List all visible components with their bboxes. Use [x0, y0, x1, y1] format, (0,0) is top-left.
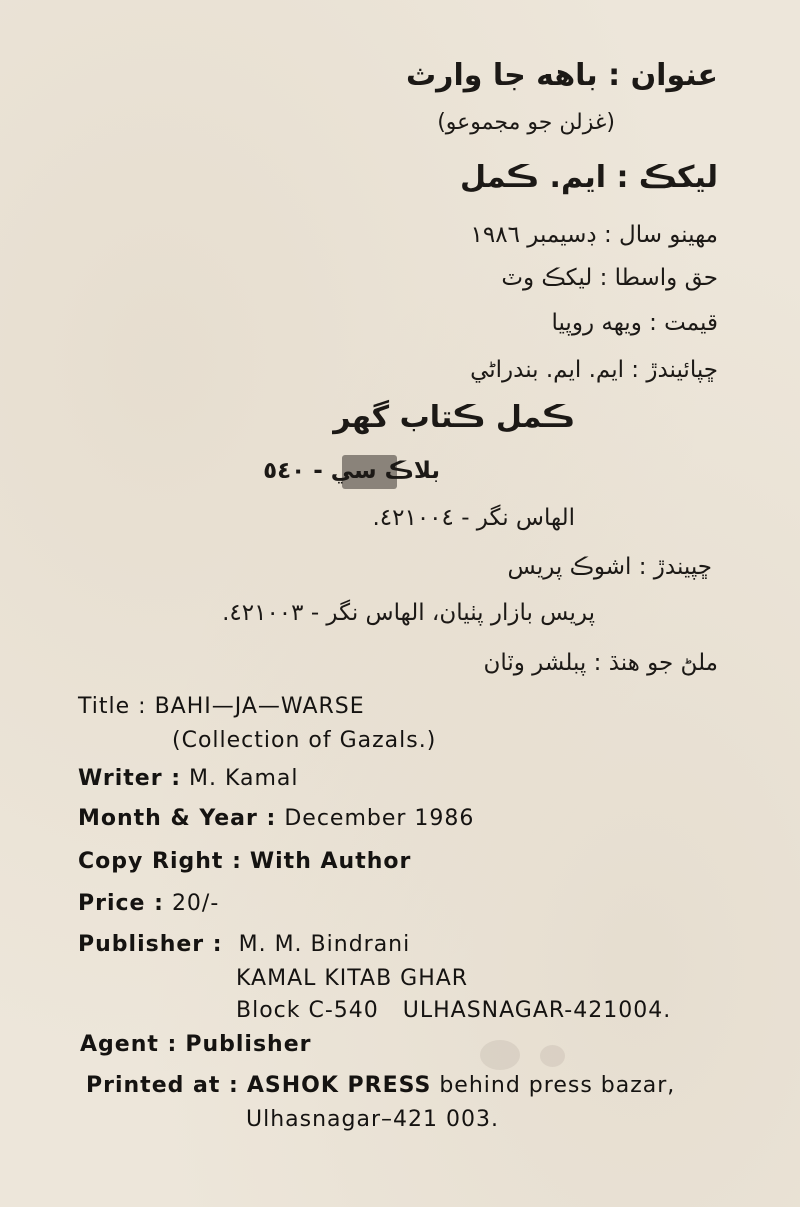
- title-label: Title :: [78, 694, 147, 719]
- sindhi-block: بلاڪ سي - ٥٤٠: [263, 458, 440, 484]
- printed-press: ASHOK PRESS: [246, 1073, 432, 1098]
- publisher-label: Publisher :: [78, 932, 223, 957]
- agent-label: Agent :: [80, 1032, 178, 1057]
- title-line: [78, 694, 365, 719]
- paper-stain: [480, 1040, 520, 1070]
- price-value: 20/-: [171, 891, 220, 916]
- paper-stain: [540, 1045, 565, 1067]
- printed-line: [86, 1073, 675, 1098]
- printed-city: Ulhasnagar–421 003.: [246, 1107, 499, 1132]
- sindhi-subtitle: (غزلن جو مجموعو): [437, 110, 615, 135]
- sindhi-date: مهينو سال : ڊسيمبر ١٩٨٦: [470, 222, 718, 248]
- subtitle: (Collection of Gazals.): [172, 728, 437, 753]
- sindhi-publisher: ڇپائيندڙ : ايم. ايم. بندراڻي: [470, 357, 718, 383]
- copyright-line: [78, 849, 411, 874]
- title-value: BAHI—JA—WARSE: [154, 694, 365, 719]
- copyright-label: Copy Right :: [78, 849, 242, 874]
- printed-address: behind press bazar,: [439, 1073, 676, 1098]
- publisher-line: [78, 932, 410, 957]
- sindhi-press-name: ڪمل ڪتاب گهر: [333, 400, 575, 435]
- writer-label: Writer :: [78, 766, 182, 791]
- sindhi-copyright: حق واسطا : ليکڪ وٽ: [501, 265, 718, 291]
- price-line: [78, 891, 219, 916]
- writer-line: [78, 766, 299, 791]
- sindhi-city: الهاس نگر - ٤٢١٠٠٤.: [372, 505, 575, 531]
- copyright-value: With Author: [249, 849, 412, 874]
- agent-line: [80, 1032, 312, 1057]
- sindhi-printer: ڇپيندڙ : اشوڪ پريس: [507, 554, 712, 580]
- publisher-name: M. M. Bindrani: [238, 932, 411, 957]
- sindhi-agent: ملڻ جو هنڌ : پبلشر وٽان: [483, 650, 718, 676]
- publisher-address: Block C-540 ULHASNAGAR-421004.: [236, 998, 672, 1023]
- agent-value: Publisher: [185, 1032, 312, 1057]
- sindhi-title: عنوان : باهه جا وارث: [406, 58, 718, 93]
- printed-label: Printed at :: [86, 1073, 239, 1098]
- date-line: [78, 806, 474, 831]
- sindhi-price: قيمت : ويهه روپيا: [551, 310, 718, 336]
- writer-value: M. Kamal: [189, 766, 299, 791]
- date-value: December 1986: [284, 806, 475, 831]
- sindhi-printer-address: پريس بازار پٺيان، الهاس نگر - ٤٢١٠٠٣.: [222, 600, 595, 626]
- date-label: Month & Year :: [78, 806, 277, 831]
- publisher-firm: KAMAL KITAB GHAR: [236, 966, 469, 991]
- sindhi-writer: ليکڪ : ايم. ڪمل: [460, 160, 718, 195]
- price-label: Price :: [78, 891, 164, 916]
